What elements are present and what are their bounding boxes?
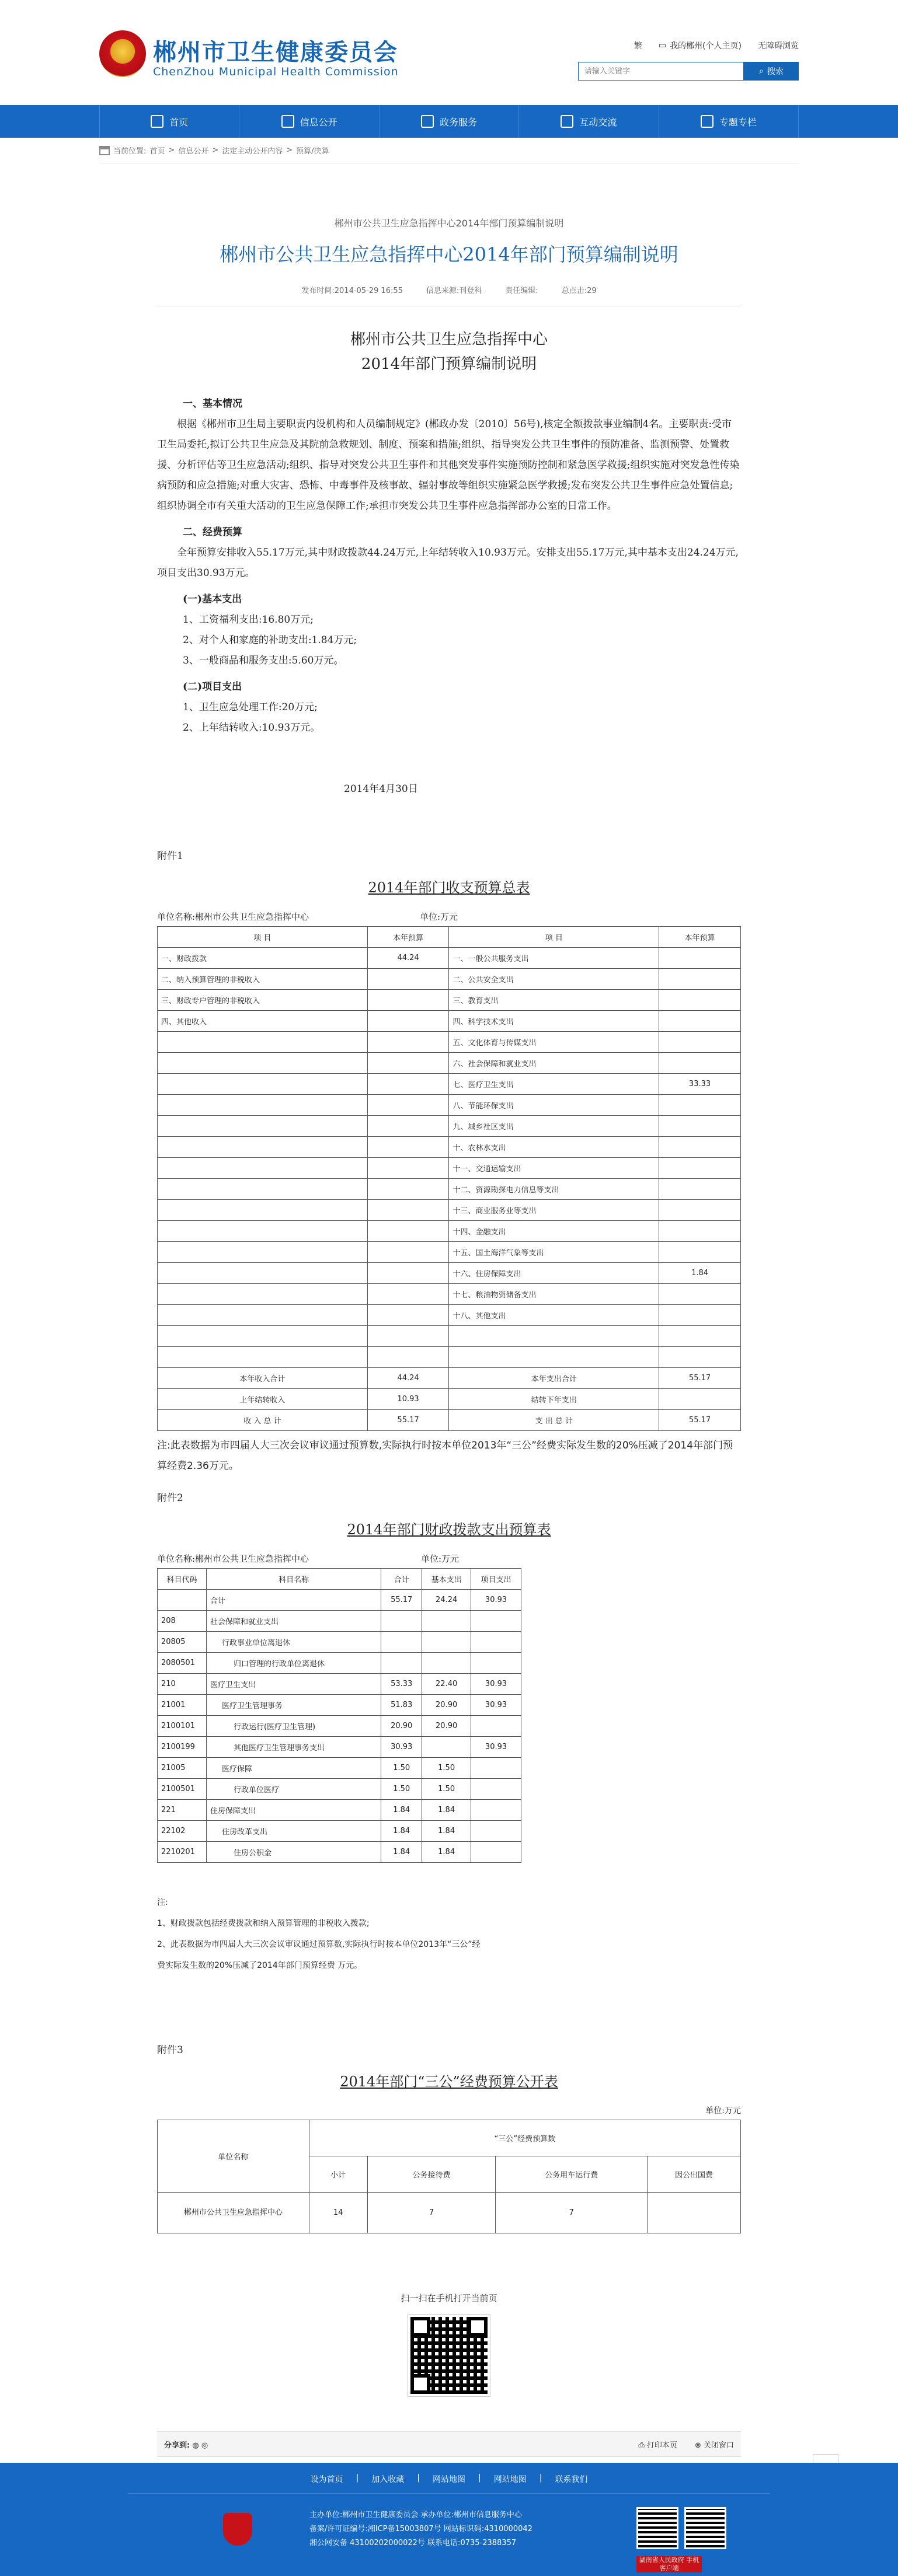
traditional-chinese-link[interactable]: 繁: [634, 41, 642, 51]
table-row: 十八、其他支出: [158, 1305, 741, 1326]
site-footer: 设为首页 | 加入收藏 | 网站地图 | 网站地图 | 联系我们 主办单位:郴州市卫生健康委员会 承办单位:郴州市信息服务中心 备案/许可证编号:湘ICP备15003807号 网站标识码:4310000042 湘公网安备 43100202000022号 联系电话:0735-2388357 湖南省人民政府 手机客户端: [0, 2463, 898, 2576]
table-row: 十一、交通运输支出: [158, 1158, 741, 1179]
table-row: 五、文化体育与传媒支出: [158, 1032, 741, 1053]
table1-title: 2014年部门收支预算总表: [368, 879, 530, 896]
site-header: [0, 0, 898, 105]
wechat-icon[interactable]: ◍: [192, 2441, 199, 2450]
article-header: [0, 163, 898, 306]
crumb-legal[interactable]: 法定主动公开内容: [222, 147, 283, 156]
table-row: 二、纳入预算管理的非税收入 二、公共安全支出: [158, 969, 741, 990]
table-row: 上年结转收入 10.93 结转下年支出: [158, 1389, 741, 1410]
table-row: 收 入 总 计 55.17 支 出 总 计 55.17: [158, 1410, 741, 1431]
qr-section: 扫一扫在手机打开当前页: [0, 2292, 898, 2396]
table-row: 20805 行政事业单位离退休: [158, 1632, 521, 1653]
table-row: 2100199 其他医疗卫生管理事务支出 30.93 30.93: [158, 1737, 521, 1758]
table-row: 十六、住房保障支出 1.84: [158, 1263, 741, 1284]
print-icon: ⎙: [638, 2441, 645, 2450]
monitor-icon: ▭: [658, 41, 667, 50]
crumb-info[interactable]: 信息公开: [178, 147, 209, 156]
crumb-home[interactable]: 首页: [149, 147, 165, 156]
table-header: 项 目 本年预算 项 目 本年预算: [158, 927, 741, 948]
search-box: [578, 62, 799, 81]
table2-title: 2014年部门财政拨款支出预算表: [347, 1521, 551, 1538]
nav-info-public[interactable]: 信息公开: [239, 105, 379, 138]
article-meta: 发布时间:2014-05-29 16:55 信息来源:刊登科 责任编辑: 总点击:29: [157, 284, 741, 306]
footer-link-map2[interactable]: 网站地图: [493, 2475, 527, 2484]
share-bar: 分享到: ◍ ◎ ⎙ 打印本页 ⊗ 关闭窗口: [157, 2431, 741, 2457]
nav-topics[interactable]: 专题专栏: [659, 105, 799, 138]
footer-link-home[interactable]: 设为首页: [310, 2475, 343, 2484]
table-row: 十二、资源勘探电力信息等支出: [158, 1179, 741, 1200]
article-subtitle: 郴州市公共卫生应急指挥中心2014年部门预算编制说明: [334, 218, 564, 229]
table-row: 十三、商业服务业等支出: [158, 1200, 741, 1221]
table-row: 2210201 住房公积金 1.84 1.84: [158, 1842, 521, 1863]
layers-icon: [701, 115, 713, 128]
table-three-public: 单位名称 “三公”经费预算数 小计 公务接待费 公务用车运行费 因公出国费 郴州市公共卫生应急指挥中心 14 7 7: [157, 2120, 741, 2233]
breadcrumb: 当前位置: 首页 > 信息公开 > 法定主动公开内容 > 预算/决算: [99, 138, 799, 163]
qr-code-icon: [636, 2507, 678, 2549]
table-row: 本年收入合计 44.24 本年支出合计 55.17: [158, 1368, 741, 1389]
table-row: 十四、金融支出: [158, 1221, 741, 1242]
table-row: 2080501 归口管理的行政单位离退休: [158, 1653, 521, 1674]
accessibility-link[interactable]: 无障碍浏览: [758, 41, 799, 51]
document-icon: [281, 115, 294, 128]
close-icon: ⊗: [694, 2441, 701, 2450]
table-income-expense: [157, 926, 741, 1431]
footer-link-map[interactable]: 网站地图: [433, 2475, 465, 2484]
search-icon: ⌕: [759, 67, 764, 76]
footer-info: 主办单位:郴州市卫生健康委员会 承办单位:郴州市信息服务中心 备案/许可证编号:湘ICP备15003807号 网站标识码:4310000042 湘公网安备 43100202000022号 联系电话:0735-2388357: [309, 2511, 532, 2547]
table-row: 四、其他收入 四、科学技术支出: [158, 1011, 741, 1032]
print-button[interactable]: ⎙ 打印本页: [638, 2441, 677, 2450]
table-row: [158, 1326, 741, 1347]
crumb-budget[interactable]: 预算/决算: [296, 147, 329, 156]
table-row: 十七、粮油物资储备支出: [158, 1284, 741, 1305]
footer-link-contact[interactable]: 联系我们: [555, 2475, 588, 2484]
table-row: [158, 1347, 741, 1368]
table-row: 八、节能环保支出: [158, 1095, 741, 1116]
table-row: 2100501 行政单位医疗 1.50 1.50: [158, 1779, 521, 1800]
table-row: 七、医疗卫生支出 33.33: [158, 1074, 741, 1095]
table3-title: 2014年部门“三公”经费预算公开表: [340, 2074, 558, 2090]
table-row: 一、财政拨款 44.24 一、一般公共服务支出: [158, 948, 741, 969]
gov-app-badge[interactable]: 湖南省人民政府 手机客户端: [636, 2556, 702, 2572]
table-header: 科目代码 科目名称 合计 基本支出 项目支出: [158, 1569, 521, 1590]
table-row: 208 社会保障和就业支出: [158, 1611, 521, 1632]
home-icon: [99, 146, 110, 155]
national-emblem-icon: [99, 30, 146, 77]
edit-icon: [421, 115, 434, 128]
table-row: 2100101 行政运行(医疗卫生管理) 20.90 20.90: [158, 1716, 521, 1737]
table-row: 合计 55.17 24.24 30.93: [158, 1590, 521, 1611]
search-button[interactable]: ⌕ 搜索: [744, 62, 799, 81]
home-icon: [151, 115, 163, 128]
nav-gov-service[interactable]: 政务服务: [380, 105, 519, 138]
site-subtitle: ChenZhou Municipal Health Commission: [153, 65, 399, 78]
table-row: 221 住房保障支出 1.84 1.84: [158, 1800, 521, 1821]
table-row: 210 医疗卫生支出 53.33 22.40 30.93: [158, 1674, 521, 1695]
nav-home[interactable]: 首页: [99, 105, 239, 138]
party-emblem-icon: [223, 2513, 252, 2546]
table-fiscal-expense: [157, 1568, 521, 1863]
table-row: 十、农林水支出: [158, 1137, 741, 1158]
table-row: 九、城乡社区支出: [158, 1116, 741, 1137]
close-button[interactable]: ⊗ 关闭窗口: [694, 2441, 734, 2450]
table-row: 21005 医疗保障 1.50 1.50: [158, 1758, 521, 1779]
site-title[interactable]: 郴州市卫生健康委员会: [153, 39, 398, 66]
top-links: [634, 40, 799, 51]
table-row: 三、财政专户管理的非税收入 三、教育支出: [158, 990, 741, 1011]
article-title: 郴州市公共卫生应急指挥中心2014年部门预算编制说明: [220, 243, 678, 266]
article-body: 郴州市公共卫生应急指挥中心 2014年部门预算编制说明 一、基本情况 根据《郴州市卫生局主要职责内设机构和人员编制规定》(郴政办发〔2010〕56号),核定全额拨款事业编制4名。主要职责:受市卫生局委托,拟订公共卫生应急及其院前急救规划、制度、预案和措施;组织、指导突发公共卫生事件的预防准备、监测预警、处置救援、分析评估等卫生应急活动;组织、指导对突发公共卫生事件和其他突发事件实施预防控制和紧急医学救援;组织实施对突发急性传染病预防和应急措施;对重大灾害、恐怖、中毒事件及核事故、辐射事故等组织实施紧急医学救援;发布突发公共卫生事件应急处置信息;组织协调全市有关重大活动的卫生应急保障工作;承担市突发公共卫生事件应急指挥部办公室的日常工作。 二、经费预算 全年预算安排收入55.17万元,其中财政拨款44.24万元,上年结转收入10.93万元。安排支出55.17万元,其中基本支出24.24万元,项目支出30.93万元。 (一)基本支出 1、工资福利支出:16.80万元; 2、对个人和家庭的补助支出:1.84万元; 3、一般商品和服务支出:5.60万元。 (二)项目支出 1、卫生应急处理工作:20万元; 2、上年结转收入:10.93万元。 2014年4月30日 附件1 2014年部门收支预算总表 单位名称:郴州市公共卫生应急指挥中心 单位:万元 项 目 本年预算 项 目 本年预算 一、财政拨款 44.24 一、一般公共服务支出 二、纳入预算管理的非税收入 二、公共安全支出 三、财政专户管理的非税收入 三、教育支出 四、其他收入 四、科学技术支出 五、文化体育与传媒支出 六、社会保障和就业支出 七、医疗卫生支出 33.33 八、节能环保支出 九、城乡社区支出 十、农林水支出 十一、交通运输支出 十二、资源勘探电力信息等支出 十三、商业服务业等支出 十四、金融支出 十五、国土海洋气象等支出 十六、住房保障支出 1.84 十七、粮油物资储备支出 十八、其他支出 本年收入合计 44.24 本年支出合计 55.17 上年结转收入 10.93 结转下年支出 收 入 总 计 55.17 支 出 总 计 55.17 注:此表数据为市四届人大三次会议审议通过预算数,实际执行时按本单位2013年“三公”经费实际发生数的20%压减了2014年部门预算经费2.36万元。 附件2 2014年部门财政拨款支出预算表 单位名称:郴州市公共卫生应急指挥中心 单位:万元 科目代码 科目名称 合计 基本支出 项目支出 合计 55.17 24.24 30.93 208 社会保障和就业支出 20805 行政事业单位离退休 2080501 归口管理的行政单位离退休 210 医疗卫生支出 53.33 22.40 30.93 21001 医疗卫生管理事务 51.83 20.90 30.93 2100101 行政运行(医疗卫生管理) 20.90 20.90 2100199 其他医疗卫生管理事务支出 30.93 30.93 21005 医疗保障 1.50 1.50 2100501 行政单位医疗 1.50 1.50 221 住房保障支出 1.84 1.84 22102 住房改革支出 1.84 1.84 2210201 住房公积金 1.84 1.84 注: 1、财政拨款包括经费拨款和纳入预算管理的非税收入拨款; 2、此表数据为市四届人大三次会议审议通过预算数,实际执行时按本单位2013年“三公”经 费实际发生数的20%压减了2014年部门预算经费 万元。 附件3 2014年部门“三公”经费预算公开表 单位:万元 单位名称 “三公”经费预算数 小计 公务接待费 公务用车运行费 因公出国费 郴州市公共卫生应急指挥中心 14 7 7: [157, 327, 741, 2233]
table-row: 21001 医疗卫生管理事务 51.83 20.90 30.93: [158, 1695, 521, 1716]
table2-notes: 注: 1、财政拨款包括经费拨款和纳入预算管理的非税收入拨款; 2、此表数据为市四届人大三次会议审议通过预算数,实际执行时按本单位2013年“三公”经 费实际发生数的20%压减了2014年部门预算经费 万元。: [157, 1898, 481, 1970]
chat-icon: [561, 115, 573, 128]
search-input[interactable]: [578, 62, 744, 81]
main-nav: [0, 105, 898, 138]
qr-code-icon: [684, 2507, 726, 2549]
table-row: 十五、国土海洋气象等支出: [158, 1242, 741, 1263]
my-page-link[interactable]: ▭ 我的郴州(个人主页): [658, 41, 742, 51]
table-row: 六、社会保障和就业支出: [158, 1053, 741, 1074]
table-row: 22102 住房改革支出 1.84 1.84: [158, 1821, 521, 1842]
qr-code-icon: [408, 2315, 490, 2396]
footer-link-fav[interactable]: 加入收藏: [371, 2475, 405, 2484]
doc-heading: 郴州市公共卫生应急指挥中心 2014年部门预算编制说明: [350, 331, 548, 373]
weibo-icon[interactable]: ◎: [201, 2441, 208, 2450]
nav-interaction[interactable]: 互动交流: [519, 105, 659, 138]
